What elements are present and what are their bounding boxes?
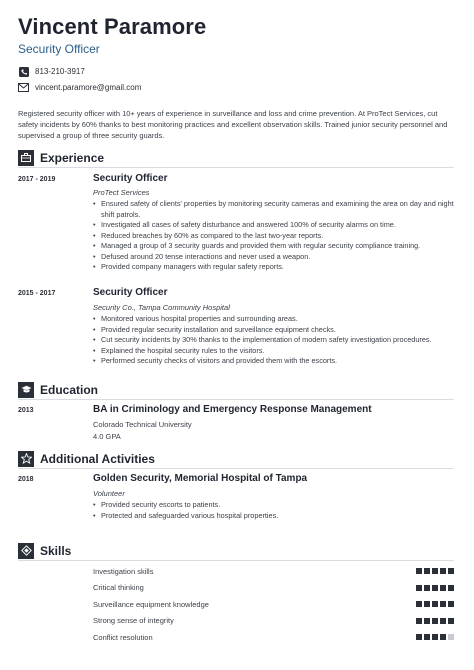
experience-section-header bbox=[18, 148, 454, 168]
rating-square bbox=[424, 634, 430, 640]
profile-summary: Registered security officer with 10+ years of experience in surveillance and loss and crime prevention. At ProTect Services, cut safety incidents by 60% thanks to best monitoring practices and excellent observation skills. Trained junior security personnel and supervised a group of three security guards. bbox=[18, 109, 448, 140]
list-item: • Provided company managers with regular safety reports. bbox=[93, 262, 455, 273]
envelope-icon bbox=[18, 82, 29, 93]
job-dates: 2017 - 2019 bbox=[18, 176, 56, 183]
rating-square bbox=[432, 601, 438, 607]
skills-section-header bbox=[18, 541, 454, 561]
skill-rating bbox=[416, 601, 454, 607]
candidate-name: Vincent Paramore bbox=[18, 14, 207, 39]
activity-title: Golden Security, Memorial Hospital of Tampa bbox=[93, 473, 308, 484]
skill-name: Critical thinking bbox=[93, 583, 144, 592]
list-item: • Defused around 20 tense interactions and never used a weapon. bbox=[93, 252, 455, 263]
activity-role: Volunteer bbox=[93, 489, 125, 498]
rating-square bbox=[416, 601, 422, 607]
section-title: Skills bbox=[40, 543, 72, 558]
skill-name: Investigation skills bbox=[93, 566, 154, 576]
skill-row bbox=[93, 582, 454, 594]
rating-square bbox=[440, 634, 446, 640]
activity-bullets bbox=[93, 500, 455, 521]
email-text: vincent.paramore@gmail.com bbox=[35, 83, 142, 92]
rating-square bbox=[440, 601, 446, 607]
job-org: Security Co., Tampa Community Hospital bbox=[93, 303, 230, 312]
rating-square bbox=[432, 618, 438, 624]
list-item: • Ensured safety of clients' properties by monitoring security cameras and examining the area on day and night shift patrols. bbox=[93, 199, 455, 220]
job-bullets bbox=[93, 314, 455, 367]
skill-name: Conflict resolution bbox=[93, 632, 153, 642]
star-icon bbox=[18, 451, 34, 467]
rating-square bbox=[448, 634, 454, 640]
skill-row bbox=[93, 615, 454, 627]
education-section-header bbox=[18, 380, 454, 400]
list-item: • Explained the hospital security rules to the visitors. bbox=[93, 346, 455, 357]
education-gpa: 4.0 GPA bbox=[93, 432, 121, 441]
rating-square bbox=[432, 568, 438, 574]
contact-phone bbox=[18, 66, 85, 77]
activities-section-header bbox=[18, 449, 454, 469]
rating-square bbox=[424, 568, 430, 574]
list-item: • Provided security escorts to patients. bbox=[93, 500, 455, 511]
rating-square bbox=[448, 618, 454, 624]
rating-square bbox=[416, 634, 422, 640]
contact-email bbox=[18, 82, 141, 93]
rating-square bbox=[416, 585, 422, 591]
activity-year: 2018 bbox=[18, 476, 34, 483]
job-role: Security Officer bbox=[93, 173, 168, 184]
rating-square bbox=[440, 618, 446, 624]
skill-row bbox=[93, 598, 454, 610]
skill-name: Surveillance equipment knowledge bbox=[93, 599, 209, 609]
skill-rating bbox=[416, 618, 454, 624]
rating-square bbox=[416, 618, 422, 624]
skill-row bbox=[93, 565, 454, 577]
rating-square bbox=[448, 585, 454, 591]
skill-rating bbox=[416, 585, 454, 591]
job-dates: 2015 - 2017 bbox=[18, 290, 56, 297]
phone-text: 813-210-3917 bbox=[35, 67, 85, 76]
rating-square bbox=[416, 568, 422, 574]
list-item: • Provided regular security installation and surveillance equipment checks. bbox=[93, 325, 455, 336]
graduation-cap-icon bbox=[18, 382, 34, 398]
rating-square bbox=[448, 601, 454, 607]
list-item: • Performed security checks of visitors and provided them with the escorts. bbox=[93, 356, 455, 367]
rating-square bbox=[424, 601, 430, 607]
rating-square bbox=[448, 568, 454, 574]
rating-square bbox=[432, 634, 438, 640]
education-school: Colorado Technical University bbox=[93, 420, 192, 429]
job-role: Security Officer bbox=[93, 287, 168, 298]
rating-square bbox=[432, 585, 438, 591]
rating-square bbox=[424, 618, 430, 624]
job-bullets bbox=[93, 199, 455, 273]
skill-rating bbox=[416, 568, 454, 574]
education-degree: BA in Criminology and Emergency Response Management bbox=[93, 404, 372, 415]
skill-name: Strong sense of integrity bbox=[93, 616, 174, 625]
list-item: • Protected and safeguarded various hospital properties. bbox=[93, 511, 455, 522]
rating-square bbox=[424, 585, 430, 591]
education-year: 2013 bbox=[18, 407, 34, 414]
briefcase-icon bbox=[18, 150, 34, 166]
list-item: • Managed a group of 3 security guards and provided them with regular security compliance training. bbox=[93, 241, 455, 252]
section-title: Experience bbox=[40, 150, 105, 165]
section-title: Additional Activities bbox=[40, 451, 155, 466]
phone-icon bbox=[18, 66, 29, 77]
section-title: Education bbox=[40, 382, 99, 397]
job-org: ProTect Services bbox=[93, 188, 150, 197]
rating-square bbox=[440, 585, 446, 591]
list-item: • Investigated all cases of safety disturbance and answered 100% of security alarms on time. bbox=[93, 220, 455, 231]
list-item: • Monitored various hospital properties and surrounding areas. bbox=[93, 314, 455, 325]
diamond-icon bbox=[18, 543, 34, 559]
list-item: • Reduced breaches by 60% as compared to the last two-year reports. bbox=[93, 231, 455, 242]
candidate-title: Security Officer bbox=[18, 42, 100, 56]
skill-rating bbox=[416, 634, 454, 640]
skill-row bbox=[93, 631, 454, 643]
list-item: • Cut security incidents by 30% thanks to the implementation of modern safety investigation procedures. bbox=[93, 335, 455, 346]
rating-square bbox=[440, 568, 446, 574]
